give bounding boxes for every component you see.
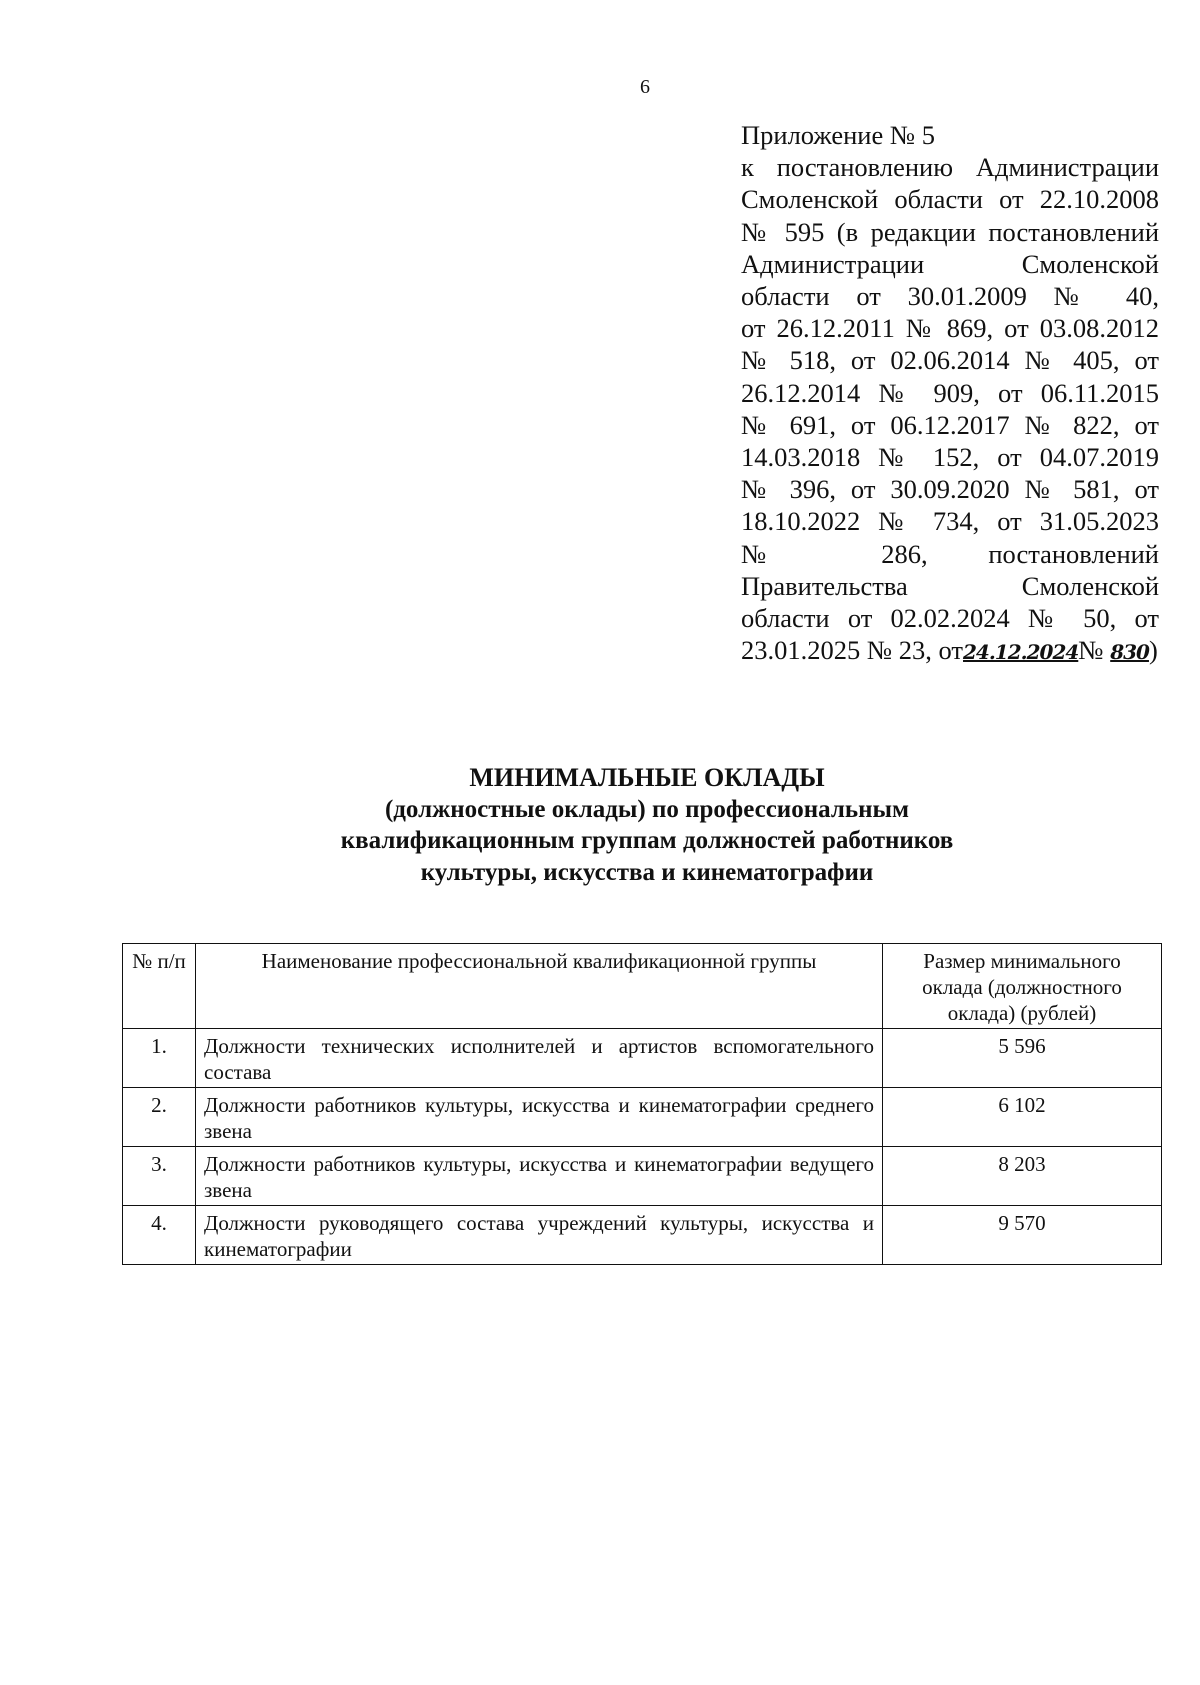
table-row <box>123 1088 1162 1147</box>
salary-table <box>122 943 1162 1265</box>
appendix-line: 26.12.2014 № 909, от 06.11.2015 <box>741 377 1159 408</box>
appendix-line: 14.03.2018 № 152, от 04.07.2019 <box>741 442 1159 473</box>
row-name: Должности работников культуры, искусства и кинематографии среднего звена <box>196 1088 883 1147</box>
appendix-line: № 518, от 02.06.2014 № 405, от <box>741 345 1159 376</box>
table-row <box>123 1147 1162 1206</box>
row-name: Должности руководящего состава учреждений культуры, искусства и кинематографии <box>196 1206 883 1265</box>
appendix-line: Правительства Смоленской <box>741 570 1159 601</box>
appendix-line: № 286, постановлений <box>741 538 1159 569</box>
header-name: Наименование профессиональной квалификационной группы <box>196 944 883 1029</box>
row-num: 2. <box>123 1088 196 1147</box>
row-num: 4. <box>123 1206 196 1265</box>
appendix-line: Администрации Смоленской <box>741 248 1159 279</box>
appendix-line: Приложение № 5 <box>741 120 936 150</box>
table-row <box>123 1206 1162 1265</box>
appendix-line: к постановлению Администрации <box>741 152 1159 183</box>
handwritten-number: 830 <box>1110 640 1149 665</box>
title-line: МИНИМАЛЬНЫЕ ОКЛАДЫ <box>469 763 825 792</box>
row-size: 8 203 <box>883 1147 1162 1206</box>
appendix-line: области от 30.01.2009 № 40, <box>741 281 1159 312</box>
handwritten-date: 24.12.2024 <box>963 640 1079 665</box>
appendix-line: № 396, от 30.09.2020 № 581, от <box>741 474 1159 505</box>
appendix-line: 18.10.2022 № 734, от 31.05.2023 <box>741 506 1159 537</box>
appendix-last-prefix: 23.01.2025 № 23, от <box>741 635 964 666</box>
row-num: 1. <box>123 1029 196 1088</box>
title-line: культуры, искусства и кинематографии <box>420 858 874 886</box>
row-size: 5 596 <box>883 1029 1162 1088</box>
appendix-line: № 595 (в редакции постановлений <box>741 216 1159 247</box>
document-title <box>122 762 1172 888</box>
title-line: квалификационным группам должностей работников <box>340 827 954 854</box>
header-num: № п/п <box>123 944 196 1029</box>
number-sign: № <box>1078 635 1104 666</box>
appendix-line: от 26.12.2011 № 869, от 03.08.2012 <box>741 313 1159 344</box>
row-name: Должности работников культуры, искусства и кинематографии ведущего звена <box>196 1147 883 1206</box>
row-size: 9 570 <box>883 1206 1162 1265</box>
row-size: 6 102 <box>883 1088 1162 1147</box>
appendix-line: Смоленской области от 22.10.2008 <box>741 184 1159 215</box>
row-num: 3. <box>123 1147 196 1206</box>
row-name: Должности технических исполнителей и артистов вспомогательного состава <box>196 1029 883 1088</box>
appendix-header <box>741 119 1159 668</box>
page-number: 6 <box>640 76 650 98</box>
appendix-last-line <box>741 634 1159 668</box>
table-row <box>123 1029 1162 1088</box>
header-size: Размер минимального оклада (должностного оклада) (рублей) <box>883 944 1162 1029</box>
title-line: (должностные оклады) по профессиональным <box>384 795 910 823</box>
appendix-line: области от 02.02.2024 № 50, от <box>741 603 1159 634</box>
closing-paren: ) <box>1148 635 1158 666</box>
table-header-row <box>123 944 1162 1029</box>
appendix-line: № 691, от 06.12.2017 № 822, от <box>741 409 1159 440</box>
